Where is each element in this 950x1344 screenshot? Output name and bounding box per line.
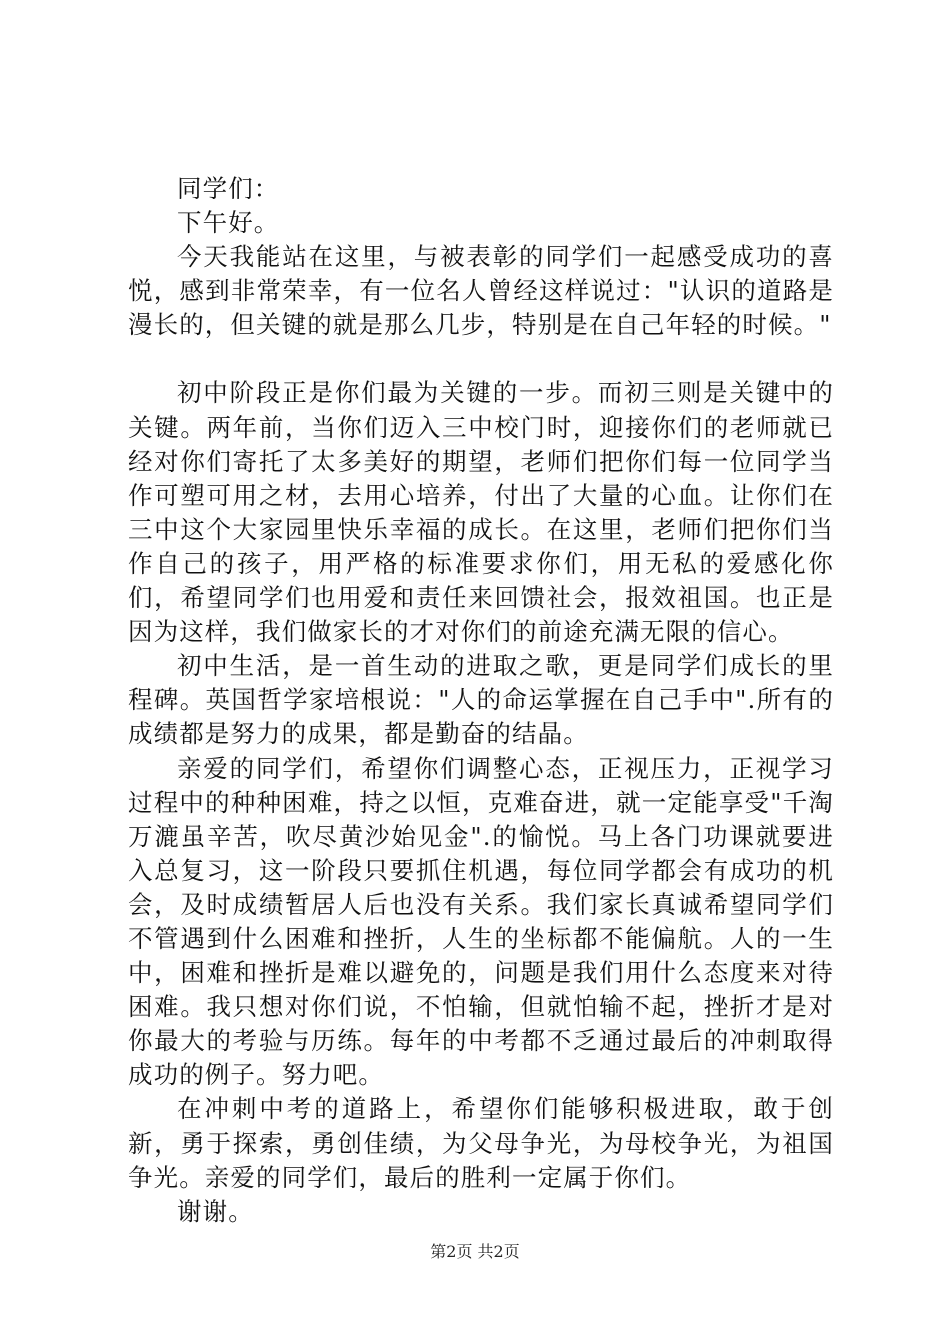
- salutation: 同学们：: [177, 174, 280, 203]
- greeting: 下午好。: [177, 208, 280, 238]
- speech-body: [128, 172, 834, 1229]
- thanks: 谢谢。: [177, 1196, 254, 1226]
- paragraph-milestone: 初中生活，是一首生动的进取之歌，更是同学们成长的里程碑。英国哲学家培根说："人的命运掌握在自己手中".所有的成绩都是努力的成果，都是勤奋的结晶。: [128, 651, 834, 749]
- paragraph-encouragement: 亲爱的同学们，希望你们调整心态，正视压力，正视学习过程中的种种困难，持之以恒，克难奋进，就一定能享受"千淘万漉虽辛苦，吹尽黄沙始见金".的愉悦。马上各门功课就要进入总复习，这一阶段只要抓住机遇，每位同学都会有成功的机会，及时成绩暂居人后也没有关系。我们家长真诚希望同学们不管遇到什么困难和挫折，人生的坐标都不能偏航。人的一生中，困难和挫折是难以避免的，问题是我们用什么态度来对待困难。我只想对你们说，不怕输，但就怕输不起，挫折才是对你最大的考验与历练。每年的中考都不乏通过最后的冲刺取得成功的例子。努力吧。: [128, 753, 834, 1090]
- paragraph-opening: 今天我能站在这里，与被表彰的同学们一起感受成功的喜悦，感到非常荣幸，有一位名人曾经这样说过："认识的道路是漫长的，但关键的就是那么几步，特别是在自己年轻的时候。": [128, 242, 834, 340]
- page-number-footer: 第2页 共2页: [430, 1242, 520, 1261]
- paragraph-closing: 在冲刺中考的道路上，希望你们能够积极进取，敢于创新，勇于探索，勇创佳绩，为父母争光，为母校争光，为祖国争光。亲爱的同学们，最后的胜利一定属于你们。: [128, 1094, 834, 1192]
- paragraph-junior-high: 初中阶段正是你们最为关键的一步。而初三则是关键中的关键。两年前，当你们迈入三中校门时，迎接你们的老师就已经对你们寄托了太多美好的期望，老师们把你们每一位同学当作可塑可用之材，去用心培养，付出了大量的心血。让你们在三中这个大家园里快乐幸福的成长。在这里，老师们把你们当作自己的孩子，用严格的标准要求你们，用无私的爱感化你们，希望同学们也用爱和责任来回馈社会，报效祖国。也正是因为这样，我们做家长的才对你们的前途充满无限的信心。: [128, 378, 834, 647]
